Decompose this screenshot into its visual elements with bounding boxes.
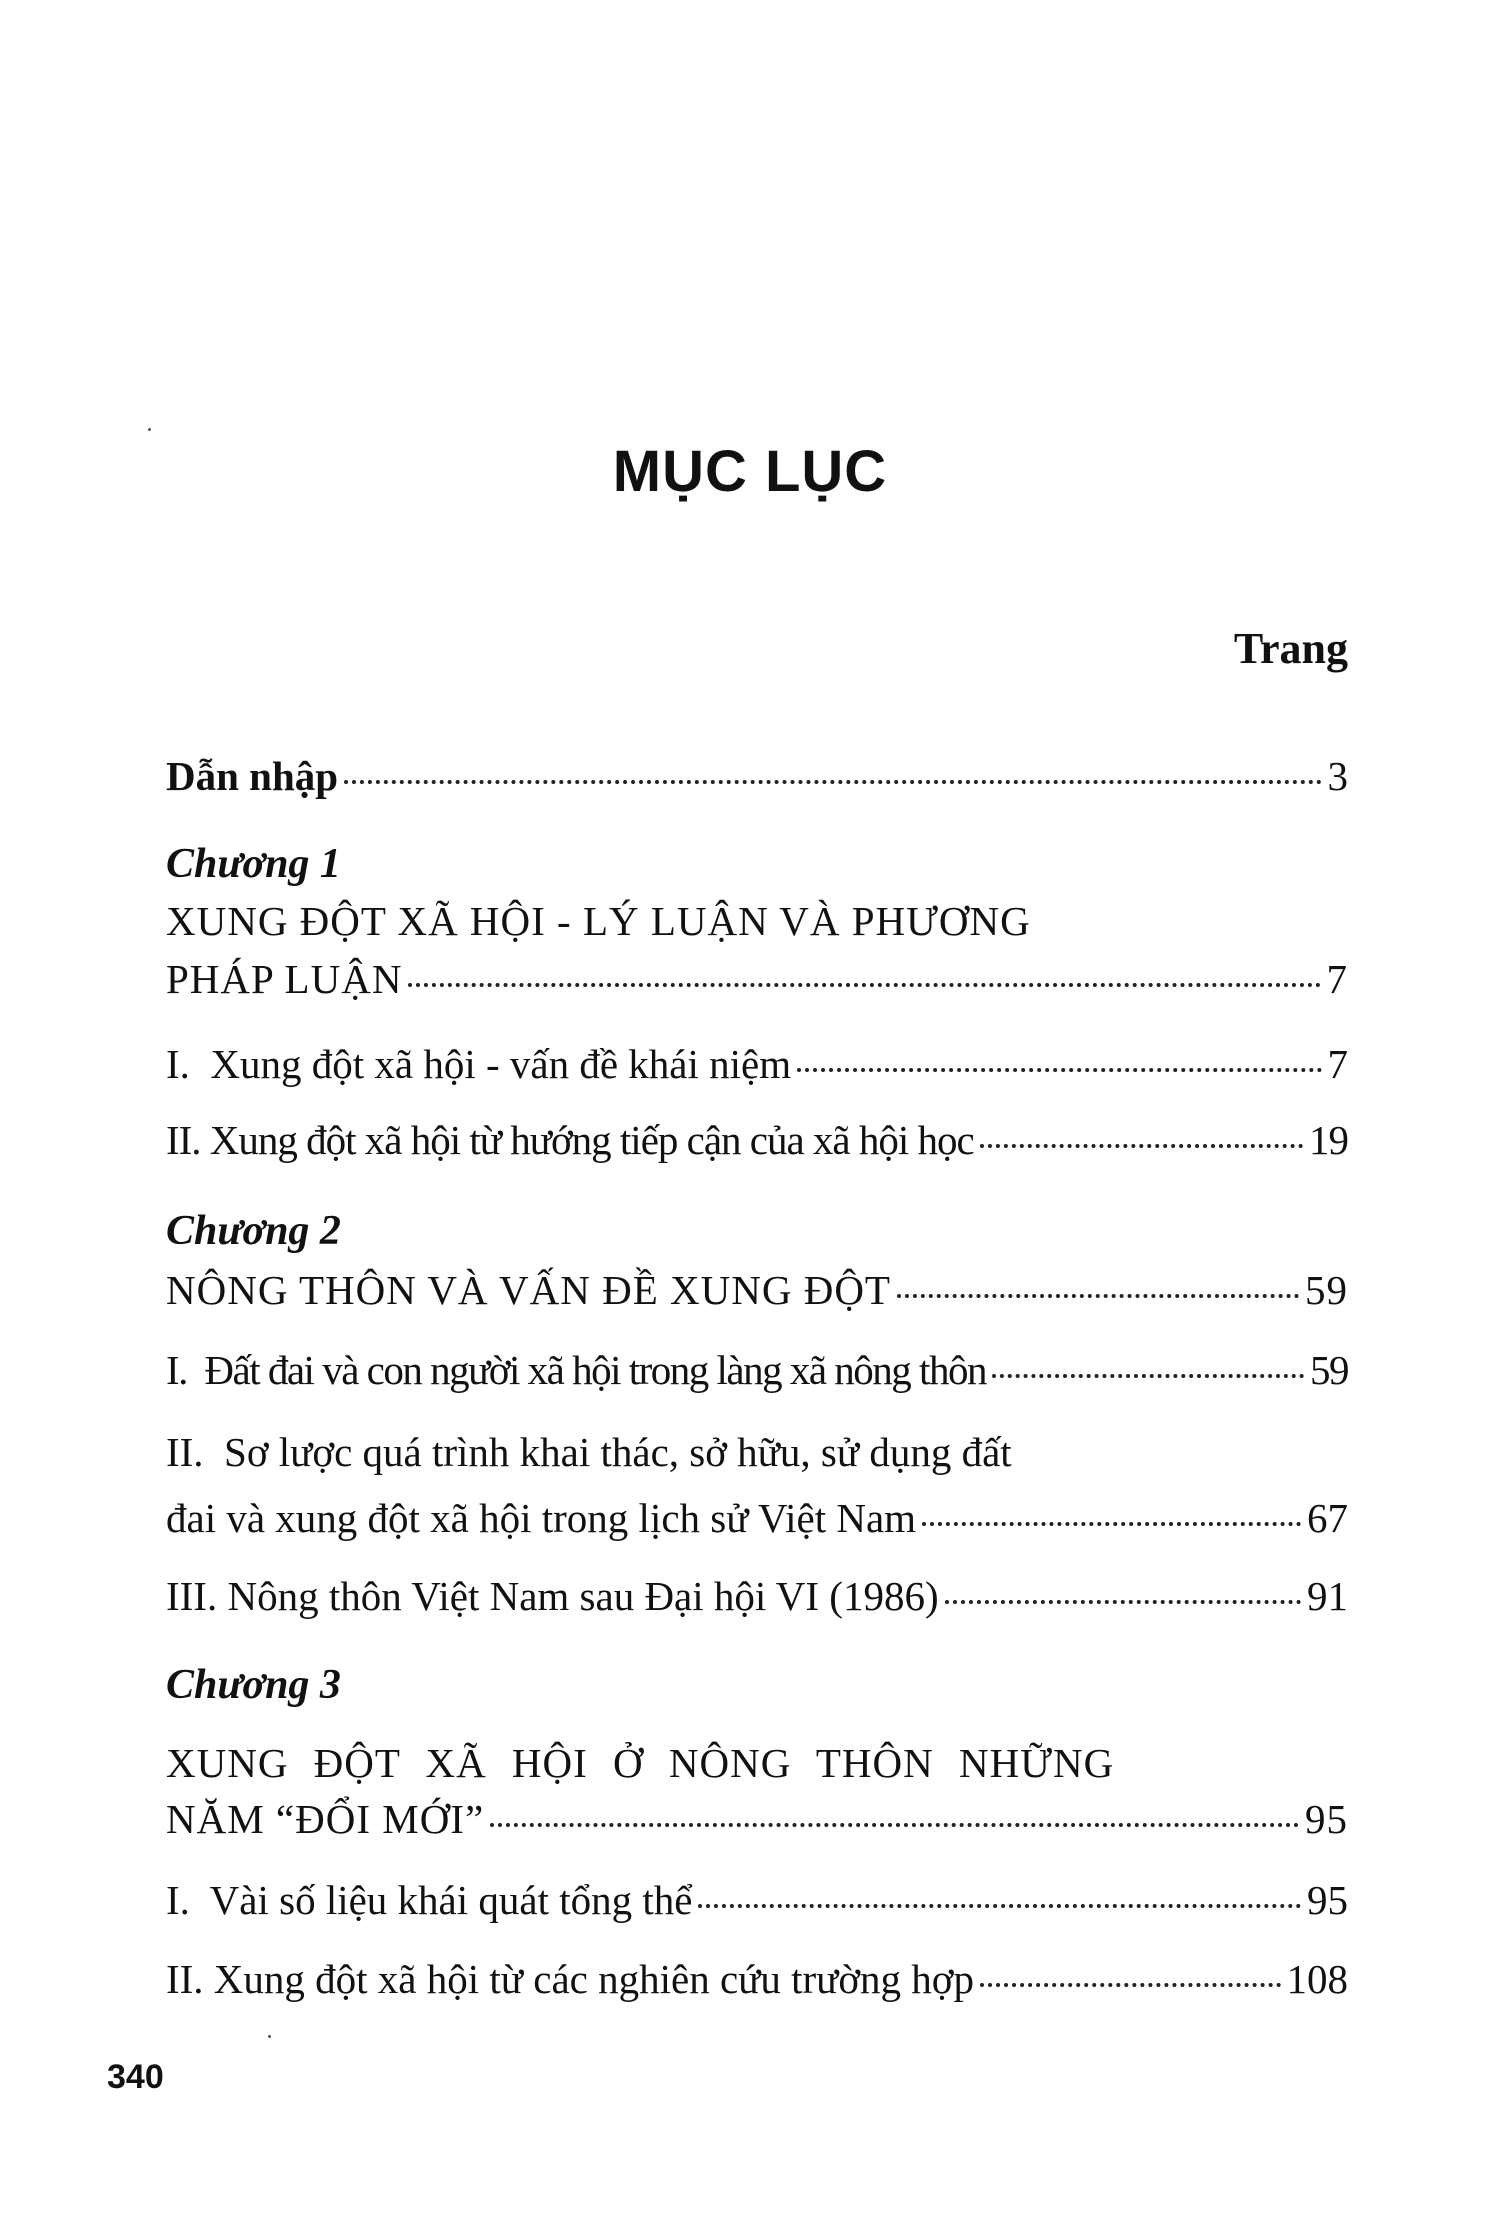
dot-leader	[490, 1823, 1299, 1827]
toc-entry-3-2[interactable]	[166, 1951, 1348, 2007]
toc-entry-label: đai và xung đột xã hội trong lịch sử Việt Nam	[166, 1495, 917, 1541]
dot-leader	[797, 1068, 1321, 1072]
dot-leader	[344, 780, 1321, 784]
page-title: MỤC LỤC	[612, 439, 888, 504]
toc-entry-page: 59	[1305, 1267, 1348, 1313]
toc-entry-label: Dẫn nhập	[166, 753, 339, 799]
chapter-1-heading: Chương 1	[166, 841, 341, 887]
dot-leader	[408, 983, 1320, 987]
dot-leader	[897, 1294, 1299, 1298]
toc-entry-page: 91	[1307, 1573, 1348, 1619]
toc-entry-label: PHÁP LUẬN	[166, 956, 403, 1002]
toc-entry-chapter-3[interactable]	[166, 1791, 1348, 1847]
toc-entry-label: II. Xung đột xã hội từ hướng tiếp cận của xã hội học	[166, 1117, 974, 1163]
scan-speck	[268, 2035, 271, 2038]
toc-entry-label: I. Xung đột xã hội - vấn đề khái niệm	[166, 1041, 792, 1087]
toc-entry-3-1[interactable]	[166, 1872, 1348, 1928]
toc-entry-2-2[interactable]	[166, 1490, 1348, 1546]
toc-entry-page: 19	[1309, 1117, 1348, 1163]
chapter-3-heading: Chương 3	[166, 1662, 341, 1708]
toc-entry-page: 67	[1307, 1495, 1348, 1541]
chapter-2-heading: Chương 2	[166, 1208, 341, 1254]
toc-entry-page: 108	[1286, 1956, 1348, 2002]
toc-entry-2-2-line1: II. Sơ lược quá trình khai thác, sở hữu, sử dụng đất	[166, 1429, 1012, 1475]
toc-entry-page: 95	[1307, 1877, 1348, 1923]
toc-entry-intro[interactable]	[166, 748, 1348, 804]
dot-leader	[992, 1374, 1304, 1378]
toc-entry-page: 7	[1326, 956, 1348, 1002]
toc-entry-page: 7	[1327, 1041, 1348, 1087]
chapter-3-title-line1: XUNG ĐỘT XÃ HỘI Ở NÔNG THÔN NHỮNG	[166, 1740, 1115, 1786]
dot-leader	[980, 1144, 1303, 1148]
scan-speck	[148, 428, 151, 431]
toc-entry-chapter-2[interactable]	[166, 1262, 1348, 1318]
toc-entry-page: 59	[1310, 1347, 1348, 1393]
toc-entry-1-1[interactable]	[166, 1036, 1348, 1092]
toc-entry-1-2[interactable]	[166, 1112, 1348, 1168]
toc-entry-2-1[interactable]	[166, 1342, 1348, 1398]
toc-entry-label: II. Xung đột xã hội từ các nghiên cứu trường hợp	[166, 1956, 974, 2002]
toc-entry-label: III. Nông thôn Việt Nam sau Đại hội VI (1986)	[166, 1573, 939, 1619]
dot-leader	[945, 1600, 1301, 1604]
dot-leader	[980, 1983, 1281, 1987]
toc-entry-label: NĂM “ĐỔI MỚI”	[166, 1796, 485, 1842]
page-number: 340	[107, 2058, 164, 2096]
toc-entry-label: NÔNG THÔN VÀ VẤN ĐỀ XUNG ĐỘT	[166, 1267, 891, 1313]
dot-leader	[698, 1904, 1301, 1908]
toc-entry-page: 3	[1327, 753, 1348, 799]
toc-entry-label: I. Vài số liệu khái quát tổng thể	[166, 1877, 693, 1923]
chapter-1-title-line1: XUNG ĐỘT XÃ HỘI - LÝ LUẬN VÀ PHƯƠNG	[166, 898, 1031, 944]
toc-entry-chapter-1[interactable]	[166, 951, 1348, 1007]
toc-entry-label: I. Đất đai và con người xã hội trong làng xã nông thôn	[166, 1347, 986, 1393]
toc-entry-page: 95	[1305, 1796, 1348, 1842]
dot-leader	[922, 1522, 1301, 1526]
page-column-header: Trang	[1233, 624, 1348, 673]
toc-entry-2-3[interactable]	[166, 1568, 1348, 1624]
